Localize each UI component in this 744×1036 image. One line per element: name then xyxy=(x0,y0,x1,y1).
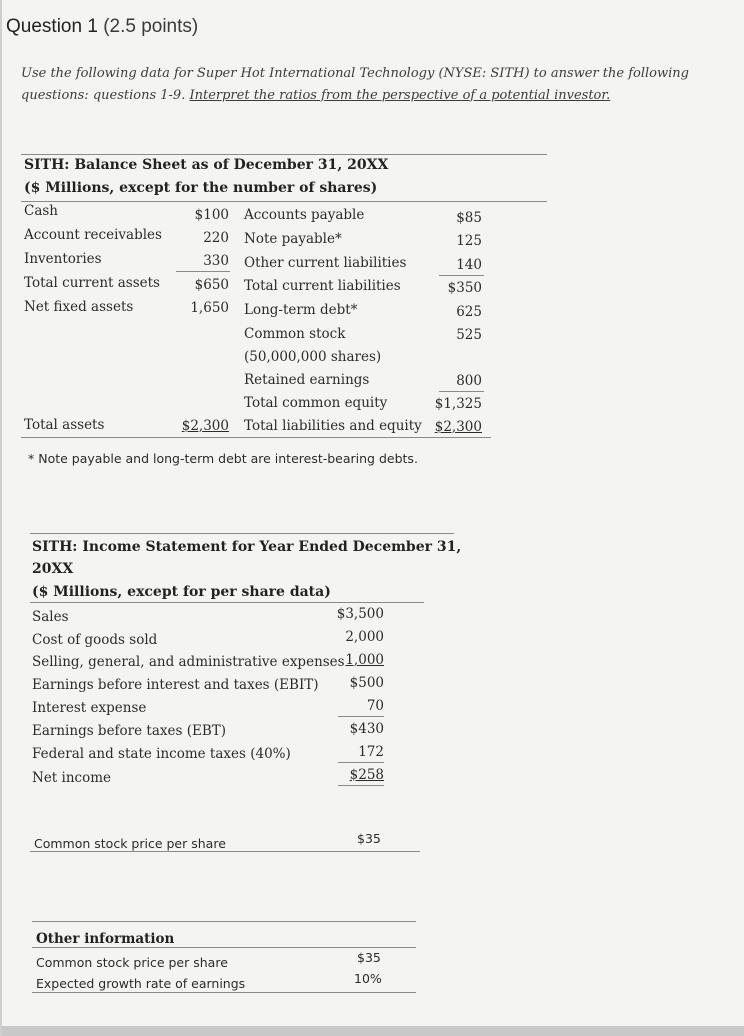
bs-tce-label: Total common equity xyxy=(244,395,388,411)
bs-notes-label: Note payable* xyxy=(244,231,342,247)
bs-notes-value: 125 xyxy=(456,233,482,249)
balance-sheet-title: SITH: Balance Sheet as of December 31, 20XX xyxy=(24,157,389,173)
bs-retained-label: Retained earnings xyxy=(244,372,370,388)
divider xyxy=(439,391,484,392)
bs-tca-value: $650 xyxy=(194,277,229,293)
bs-ar-label: Account receivables xyxy=(24,227,162,243)
other-growth-label: Expected growth rate of earnings xyxy=(36,976,246,991)
divider xyxy=(30,851,420,852)
question-number: Question 1 xyxy=(6,16,98,37)
bs-ltd-label: Long-term debt* xyxy=(244,302,358,318)
divider xyxy=(32,921,416,922)
other-price-value: $35 xyxy=(357,950,381,965)
is-ebt-value: $430 xyxy=(349,721,384,737)
divider xyxy=(30,533,454,534)
is-sga-label: Selling, general, and administrative expenses xyxy=(32,654,345,670)
question-title xyxy=(6,16,198,38)
bs-inventory-label: Inventories xyxy=(24,251,102,267)
is-price-label: Common stock price per share xyxy=(34,836,226,851)
bs-common-stock-label: Common stock xyxy=(244,326,346,342)
question-points: (2.5 points) xyxy=(103,16,199,37)
is-tax-label: Federal and state income taxes (40%) xyxy=(32,746,291,762)
divider xyxy=(338,785,384,786)
other-info-title: Other information xyxy=(36,931,175,947)
bs-inventory-value: 330 xyxy=(203,253,229,269)
bs-ap-value: $85 xyxy=(456,210,482,226)
divider xyxy=(338,762,384,763)
is-subtitle: ($ Millions, except for per share data) xyxy=(32,584,331,600)
intro-interpret-instruction: Interpret the ratios from the perspective of a potential investor. xyxy=(189,88,611,103)
intro-line-1: Use the following data for Super Hot International Technology (NYSE: SITH) to answer the following xyxy=(21,66,689,81)
divider xyxy=(338,716,384,717)
bs-note: * Note payable and long-term debt are interest-bearing debts. xyxy=(28,451,418,466)
bs-shares-label: (50,000,000 shares) xyxy=(244,349,382,365)
is-title-year: 20XX xyxy=(32,561,74,577)
bs-nfa-value: 1,650 xyxy=(190,300,229,316)
divider xyxy=(30,602,424,603)
balance-sheet-subtitle: ($ Millions, except for the number of shares) xyxy=(24,180,378,196)
bs-ltd-value: 625 xyxy=(456,304,482,320)
bs-ar-value: 220 xyxy=(203,230,229,246)
divider xyxy=(32,992,416,993)
is-sales-value: $3,500 xyxy=(336,606,384,622)
is-interest-label: Interest expense xyxy=(32,700,147,716)
is-tax-value: 172 xyxy=(358,744,384,760)
intro-line-2: questions: questions 1-9. xyxy=(21,88,190,103)
other-growth-value: 10% xyxy=(354,971,382,986)
is-title: SITH: Income Statement for Year Ended December 31, xyxy=(32,539,462,555)
is-ebt-label: Earnings before taxes (EBT) xyxy=(32,723,227,739)
divider xyxy=(21,201,547,202)
bs-total-assets-value: $2,300 xyxy=(181,418,229,434)
bs-cash-label: Cash xyxy=(24,203,59,219)
bs-total-le-label: Total liabilities and equity xyxy=(244,418,422,434)
bs-retained-value: 800 xyxy=(456,373,482,389)
bottom-scroll-strip xyxy=(2,1026,744,1036)
bs-cash-value: $100 xyxy=(194,207,229,223)
bs-ocl-label: Other current liabilities xyxy=(244,255,407,271)
bs-common-stock-value: 525 xyxy=(456,327,482,343)
bs-total-assets-label: Total assets xyxy=(24,417,105,433)
bs-tcl-label: Total current liabilities xyxy=(244,278,401,294)
bs-ocl-value: 140 xyxy=(456,257,482,273)
bs-tca-label: Total current assets xyxy=(24,275,160,291)
divider xyxy=(176,271,230,272)
is-net-income-label: Net income xyxy=(32,770,112,786)
is-interest-value: 70 xyxy=(366,698,384,714)
is-cogs-value: 2,000 xyxy=(345,629,384,645)
divider xyxy=(21,437,491,438)
divider xyxy=(21,154,547,155)
is-net-income-value: $258 xyxy=(349,767,384,783)
is-sga-value: 1,000 xyxy=(345,652,384,668)
is-ebit-value: $500 xyxy=(349,675,384,691)
bs-total-le-value: $2,300 xyxy=(434,419,482,435)
bs-tcl-value: $350 xyxy=(447,280,482,296)
question-intro xyxy=(21,63,731,107)
bs-nfa-label: Net fixed assets xyxy=(24,299,134,315)
bs-ap-label: Accounts payable xyxy=(244,207,365,223)
is-ebit-label: Earnings before interest and taxes (EBIT) xyxy=(32,677,319,693)
divider xyxy=(439,275,484,276)
bs-tce-value: $1,325 xyxy=(434,396,482,412)
is-sales-label: Sales xyxy=(32,609,69,625)
divider xyxy=(32,947,416,948)
is-cogs-label: Cost of goods sold xyxy=(32,632,158,648)
is-price-value: $35 xyxy=(357,831,381,846)
other-price-label: Common stock price per share xyxy=(36,955,228,970)
